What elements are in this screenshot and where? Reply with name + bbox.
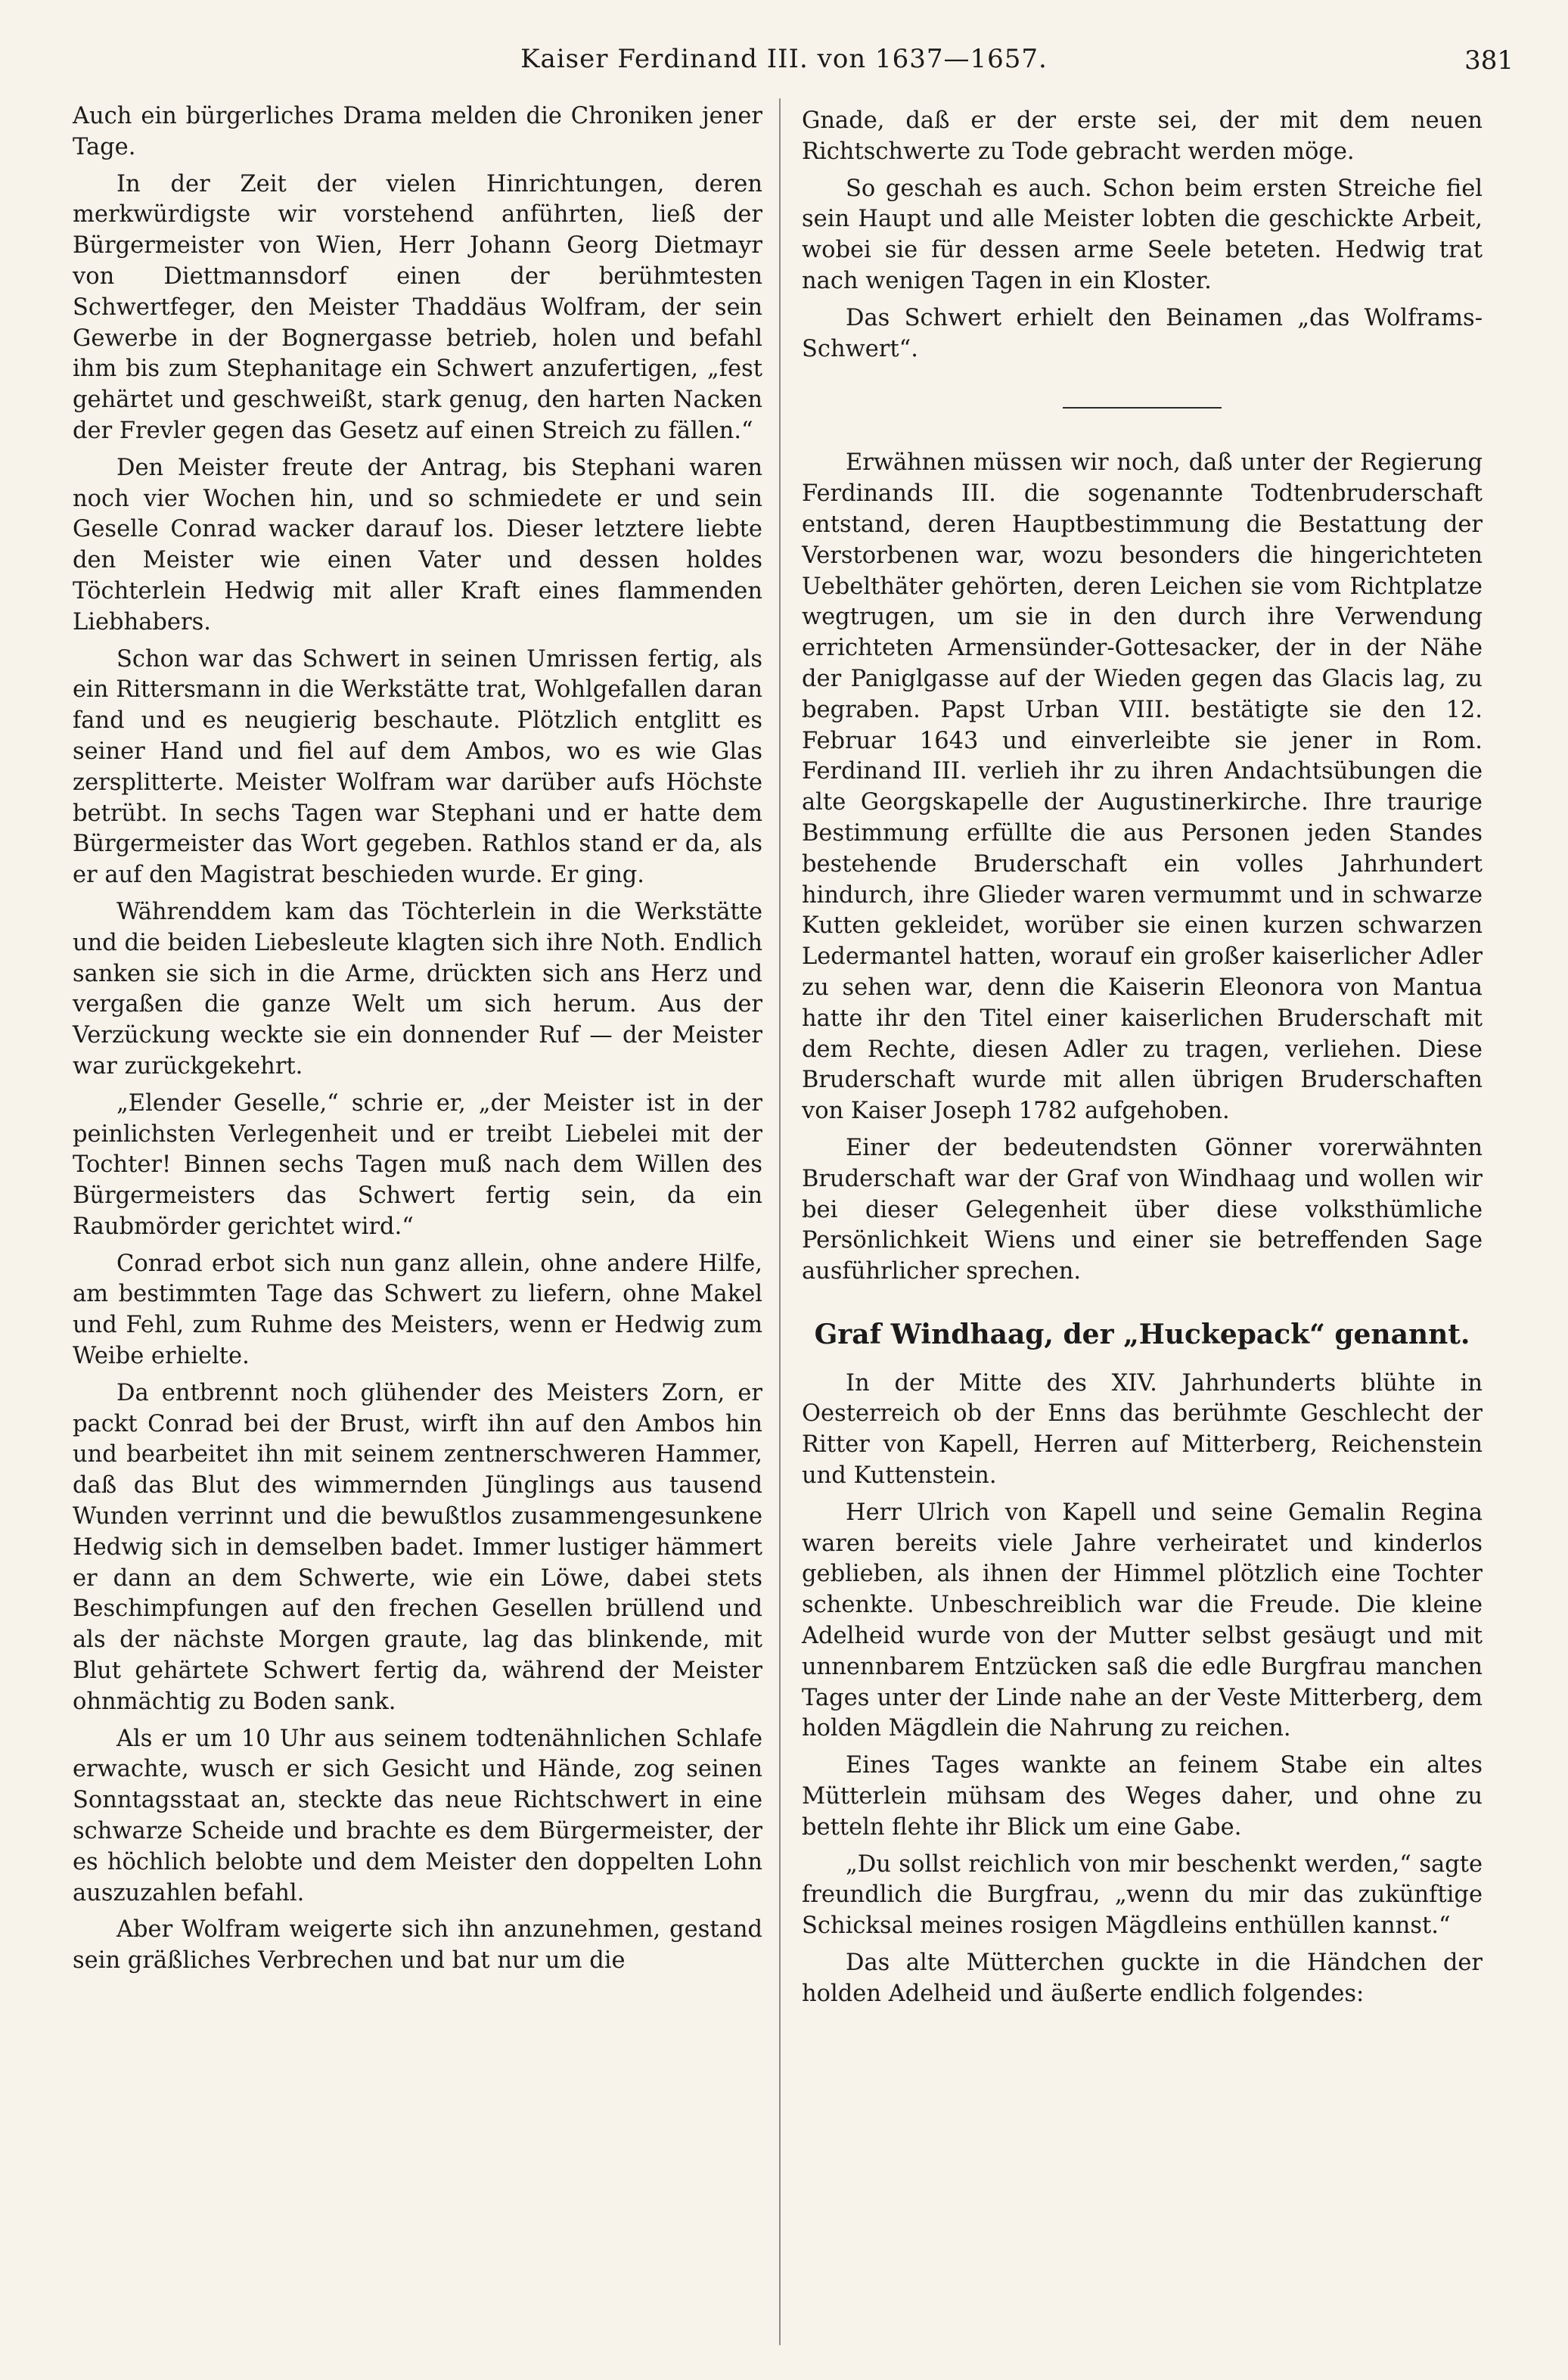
- paragraph: So geschah es auch. Schon beim ersten Streiche fiel sein Haupt und alle Meister lobten die geschickte Arbeit, wobei sie für dessen arme Seele beteten. Hedwig trat nach wenigen Tagen in ein Kloster.: [802, 175, 1483, 294]
- section-title: Graf Windhaag, der „Huckepack“ genannt.: [814, 1318, 1470, 1350]
- paragraph: „Du sollst reichlich von mir beschenkt werden,“ sagte freundlich die Burgfrau, „wenn du mir das zukünftige Schicksal meines rosigen Mägdleins enthüllen kannst.“: [802, 1850, 1483, 1940]
- left-column: [73, 101, 762, 1983]
- running-title: Kaiser Ferdinand III. von 1637—1657.: [520, 44, 1048, 74]
- page-header: [0, 44, 1568, 89]
- paragraph: Währenddem kam das Töchterlein in die Werkstätte und die beiden Liebesleute klagten sich ihre Noth. Endlich sanken sie sich in die Arme, drückten sich ans Herz und vergaßen die ganze Welt um sich herum. Aus der Verzückung weckte sie ein donnender Ruf — der Meister war zurückgekehrt.: [73, 898, 762, 1080]
- paragraph: Das alte Mütterchen guckte in die Händchen der holden Adelheid und äußerte endlich folgendes:: [802, 1950, 1483, 2007]
- paragraph: Als er um 10 Uhr aus seinem todtenähnlichen Schlafe erwachte, wusch er sich Gesicht und Hände, zog seinen Sonntagsstaat an, steckte das neue Richtschwert in eine schwarze Scheide und brachte es dem Bürgermeister, der es höchlich belobte und dem Meister den doppelten Lohn auszuzahlen befahl.: [73, 1725, 762, 1906]
- paragraph: Schon war das Schwert in seinen Umrissen fertig, als ein Rittersmann in die Werkstätte trat, Wohlgefallen daran fand und es neugierig beschaute. Plötzlich entglitt es seiner Hand und fiel auf dem Ambos, wo es wie Glas zersplitterte. Meister Wolfram war darüber aufs Höchste betrübt. In sechs Tagen war Stephani und er hatte dem Bürgermeister das Wort gegeben. Rathlos stand er da, als er auf den Magistrat beschieden wurde. Er ging.: [73, 645, 762, 889]
- paragraph: Einer der bedeutendsten Gönner vorerwähnten Bruderschaft war der Graf von Windhaag und wollen wir bei dieser Gelegenheit über diese volksthümliche Persönlichkeit Wiens und einer sie betreffenden Sage ausführlicher sprechen.: [802, 1134, 1483, 1285]
- section-separator-rule: [1063, 407, 1222, 409]
- column-divider: [779, 98, 781, 2345]
- paragraph: Eines Tages wankte an feinem Stabe ein altes Mütterlein mühsam des Weges daher, und ohne zu betteln flehte ihr Blick um eine Gabe.: [802, 1752, 1483, 1841]
- paragraph: Da entbrennt noch glühender des Meisters Zorn, er packt Conrad bei der Brust, wirft ihn auf den Ambos hin und bearbeitet ihn mit seinem zentnerschweren Hammer, daß das Blut des wimmernden Jünglings aus tausend Wunden verrinnt und die bewußtlos zusammengesunkene Hedwig sich in demselben badet. Immer lustiger hämmert er dann an dem Schwerte, wie ein Löwe, dabei stets Beschimpfungen auf den frechen Gesellen brüllend und als der nächste Morgen graute, lag das blinkende, mit Blut gehärtete Schwert fertig da, während der Meister ohnmächtig zu Boden sank.: [73, 1379, 762, 1715]
- right-column: [802, 106, 1483, 2016]
- paragraph: Das Schwert erhielt den Beinamen „das Wolframs-Schwert“.: [802, 304, 1483, 362]
- paragraph: Gnade, daß er der erste sei, der mit dem neuen Richtschwerte zu Tode gebracht werden möge.: [802, 107, 1483, 165]
- paragraph: „Elender Geselle,“ schrie er, „der Meister ist in der peinlichsten Verlegenheit und er treibt Liebelei mit der Tochter! Binnen sechs Tagen muß nach dem Willen des Bürgermeisters das Schwert fertig sein, da ein Raubmörder gerichtet wird.“: [73, 1089, 762, 1240]
- page-number: 381: [1464, 45, 1514, 76]
- paragraph: Auch ein bürgerliches Drama melden die Chroniken jener Tage.: [73, 103, 762, 160]
- paragraph: In der Zeit der vielen Hinrichtungen, deren merkwürdigste wir vorstehend anführten, ließ der Bürgermeister von Wien, Herr Johann Georg Dietmayr von Diettmannsdorf einen der berühmtesten Schwertfeger, den Meister Thaddäus Wolfram, der sein Gewerbe in der Bognergasse betrieb, holen und befahl ihm bis zum Stephanitage ein Schwert anzufertigen, „fest gehärtet und geschweißt, stark genug, den harten Nacken der Frevler gegen das Gesetz auf einen Streich zu fällen.“: [73, 170, 762, 444]
- paragraph: Den Meister freute der Antrag, bis Stephani waren noch vier Wochen hin, und so schmiedete er und sein Geselle Conrad wacker darauf los. Dieser letztere liebte den Meister wie einen Vater und dessen holdes Töchterlein Hedwig mit aller Kraft eines flammenden Liebhabers.: [73, 454, 762, 635]
- paragraph: In der Mitte des XIV. Jahrhunderts blühte in Oesterreich ob der Enns das berühmte Geschlecht der Ritter von Kapell, Herren auf Mitterberg, Reichenstein und Kuttenstein.: [802, 1369, 1483, 1490]
- paragraph: Erwähnen müssen wir noch, daß unter der Regierung Ferdinands III. die sogenannte Todtenbruderschaft entstand, deren Hauptbestimmung die Bestattung der Verstorbenen war, wozu besonders die hingerichteten Uebelthäter gehörten, deren Leichen sie vom Richtplatze wegtrugen, um sie in den durch ihre Verwendung errichteten Armensünder-Gottesacker, der in der Nähe der Paniglgasse auf der Wieden gegen das Glacis lag, zu begraben. Papst Urban VIII. bestätigte sie den 12. Februar 1643 und einverleibte sie jener in Rom. Ferdinand III. verlieh ihr zu ihren Andachtsübungen die alte Georgskapelle der Augustinerkirche. Ihre traurige Bestimmung erfüllte die aus Personen jeden Standes bestehende Bruderschaft ein volles Jahrhundert hindurch, ihre Glieder waren vermummt und in schwarze Kutten gekleidet, worüber sie einen kurzen schwarzen Ledermantel hatten, worauf ein großer kaiserlicher Adler zu sehen war, denn die Kaiserin Eleonora von Mantua hatte ihr den Titel einer kaiserlichen Bruderschaft mit dem Rechte, diesen Adler zu tragen, verliehen. Diese Bruderschaft wurde mit allen übrigen Bruderschaften von Kaiser Joseph 1782 aufgehoben.: [802, 449, 1483, 1125]
- paragraph: Aber Wolfram weigerte sich ihn anzunehmen, gestand sein gräßliches Verbrechen und bat nur um die: [73, 1916, 762, 1975]
- paragraph: Conrad erbot sich nun ganz allein, ohne andere Hilfe, am bestimmten Tage das Schwert zu liefern, ohne Makel und Fehl, zum Ruhme des Meisters, wenn er Hedwig zum Weibe erhielte.: [73, 1250, 762, 1370]
- paragraph: Herr Ulrich von Kapell und seine Gemalin Regina waren bereits viele Jahre verheiratet und kinderlos geblieben, als ihnen der Himmel plötzlich eine Tochter schenkte. Unbeschreiblich war die Freude. Die kleine Adelheid wurde von der Mutter selbst gesäugt und mit unnennbarem Entzücken saß die edle Burgfrau manchen Tages unter der Linde nahe an der Veste Mitterberg, dem holden Mägdlein die Nahrung zu reichen.: [802, 1499, 1483, 1742]
